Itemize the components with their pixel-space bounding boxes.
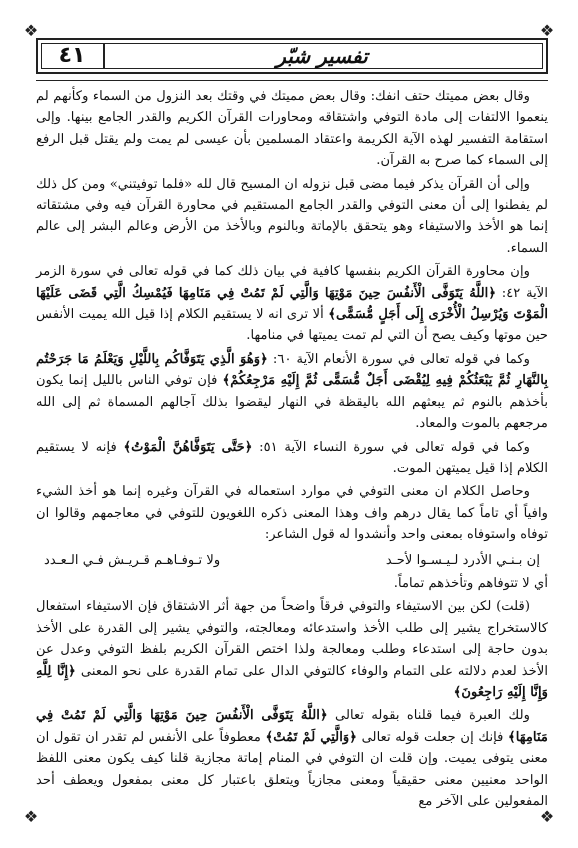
quran-verse: ﴿اللَّهُ يَتَوَفَّى الْأَنفُسَ حِينَ مَوْتِهَا وَالَّتِي لَمْ تَمُتْ فِي مَنَامِهَا فَيُمْسِكُ الَّتِي قَضَى عَلَيْهَا الْمَوْتَ وَيُرْسِلُ الْأُخْرَى إِلَى أَجَلٍ مُّسَمًّى﴾ <box>36 285 548 323</box>
quran-verse: ﴿حَتَّى يَتَوَفَّاهُنَّ الْمَوْتُ﴾ <box>123 439 253 455</box>
poem-first-hemistich: إن بـنـي الأدرد لـيـسـوا لأحـد <box>385 552 540 568</box>
quran-verse: ﴿اللَّهُ يَتَوَفَّى الْأَنفُسَ حِينَ مَوْتِهَا وَالَّتِي لَمْ تَمُتْ فِي مَنَامِهَا﴾ <box>36 708 548 745</box>
quran-verse: ﴿إِنَّا لِلَّهِ وَإِنَّا إِلَيْهِ رَاجِعُونَ﴾ <box>36 663 548 700</box>
page-number: ٤١ <box>41 43 105 69</box>
header-divider <box>36 80 548 81</box>
poem-verse <box>36 550 548 571</box>
quran-verse: ﴿وَالَّتِي لَمْ تَمُتْ﴾ <box>265 729 357 745</box>
paragraph: (قلت) لكن بين الاستيفاء والتوفي فرقاً واضحاً من جهة أثر الاشتقاق فإن الاستيفاء استفعال كالاستخراج يشير إلى طلب الأخذ واستدعائه ومعالجته، والتوفي يشير إلى القدرة على الأخذ بدون حاجة إلى استدعاء وطلب ومعالجة ولذا اختص القرآن الكريم بلفظ التوفي وعدل عن الأخذ لعدم دلالته على التمام والوفاء كالتوفي الدال على تمام القدرة على نحو المعنى ﴿إِنَّا لِلَّهِ وَإِنَّا إِلَيْهِ رَاجِعُونَ﴾ <box>36 599 549 700</box>
page-body <box>36 86 548 814</box>
paragraph: أي لا تتوفاهم وتأخذهم تماماً. <box>393 575 548 591</box>
paragraph: وقال بعض مميتك حتف انفك: وقال بعض مميتك في وقتك بعد النزول من السماء وكأنهم لم ينعموا الالتفات إلى مادة التوفي واشتقاقه ومحاورات القرآن الكريم والقدر الجامع بينها. وإلى استقامة التفسير لهذه الآية الكريمة واعتقاد المسلمين بأن عيسى لم يمت ولم يقتل قبل الرفع إلى السماء كما صرح به القرآن. <box>36 89 548 169</box>
quran-verse: ﴿وَهُوَ الَّذِي يَتَوَفَّاكُم بِاللَّيْلِ وَيَعْلَمُ مَا جَرَحْتُم بِالنَّهَارِ ثُمَّ يَبْعَثُكُمْ فِيهِ لِيُقْضَى أَجَلٌ مُّسَمًّى ثُمَّ إِلَيْهِ مَرْجِعُكُمْ﴾ <box>36 351 548 389</box>
book-title: تفسير شبّر <box>276 44 368 68</box>
paragraph: وكما في قوله تعالى في سورة النساء الآية ٥١: ﴿حَتَّى يَتَوَفَّاهُنَّ الْمَوْتُ﴾ فإنه لا يستقيم الكلام إذا قيل يميتهن الموت. <box>36 439 548 476</box>
paragraph: وإلى أن القرآن يذكر فيما مضى قبل نزوله ان المسيح قال لله «فلما توفيتني» ومن كل ذلك لم يفطنوا إلى أن معنى التوفي والقدر الجامع المستقيم في محاورة القرآن فيه وفي مشتقاته إنما هو الأخذ والاستيفاء وهو يتحقق بالإماتة وبالنوم وبالأخذ من الأرض وعالم البشر إلى عالم السماء. <box>36 176 548 256</box>
corner-ornament-icon: ❖ <box>23 21 39 40</box>
corner-ornament-icon: ❖ <box>539 807 555 826</box>
paragraph: وحاصل الكلام ان معنى التوفي في موارد استعماله في القرآن وغيره إنما هو أخذ الشيء وافياً أي تاماً كما يقال درهم واف وهذا المعنى ذكره اللغويون للتوفي في معاجمهم وقالوا ان توفاه واستوفاه بمعنى واحد وأنشدوا له قول الشاعر: <box>36 484 548 543</box>
paragraph: وإن محاورة القرآن الكريم بنفسها كافية في بيان ذلك كما في قوله تعالى في سورة الزمر الآية ٤٢: ﴿اللَّهُ يَتَوَفَّى الْأَنفُسَ حِينَ مَوْتِهَا وَالَّتِي لَمْ تَمُتْ فِي مَنَامِهَا فَيُمْسِكُ الَّتِي قَضَى عَلَيْهَا الْمَوْتَ وَيُرْسِلُ الْأُخْرَى إِلَى أَجَلٍ مُّسَمًّى﴾ ألا ترى انه لا يستقيم الكلام إذا قيل الله يميت الأنفس حين موتها وكيف يصح أن التي لم تمت يميتها في منامها. <box>36 264 548 344</box>
corner-ornament-icon: ❖ <box>539 21 555 40</box>
paragraph: وكما في قوله تعالى في سورة الأنعام الآية ٦٠: ﴿وَهُوَ الَّذِي يَتَوَفَّاكُم بِاللَّيْلِ وَيَعْلَمُ مَا جَرَحْتُم بِالنَّهَارِ ثُمَّ يَبْعَثُكُمْ فِيهِ لِيُقْضَى أَجَلٌ مُّسَمًّى ثُمَّ إِلَيْهِ مَرْجِعُكُمْ﴾ فإن توفي الناس بالليل إنما يكون بأخذهم بالنوم ثم يبعثهم الله باليقظة في النهار ليقضوا بذلك آجالهم المسماة ثم إلى الله مرجعهم بالموت والمعاد. <box>36 351 548 432</box>
page-header <box>36 38 548 74</box>
corner-ornament-icon: ❖ <box>23 807 39 826</box>
paragraph: ولك العبرة فيما قلناه بقوله تعالى ﴿اللَّهُ يَتَوَفَّى الْأَنفُسَ حِينَ مَوْتِهَا وَالَّتِي لَمْ تَمُتْ فِي مَنَامِهَا﴾ فإنك إن جعلت قوله تعالى ﴿وَالَّتِي لَمْ تَمُتْ﴾ معطوفاً على الأنفس لم تقدر ان تقول ان معنى يتوفى يميت. وإن قلت ان التوفي في المنام إماتة مجازية قلنا كيف يكون معنى اللفظ الواحد معنيين معنى حقيقياً ومعنى مجازياً ويتعلق باعتبار كل معنى بمفعول ويعطف أحد المفعولين على الآخر مع <box>36 708 548 809</box>
poem-second-hemistich: ولا تـوفـاهـم قـريـش فـي الـعـدد <box>44 552 221 568</box>
